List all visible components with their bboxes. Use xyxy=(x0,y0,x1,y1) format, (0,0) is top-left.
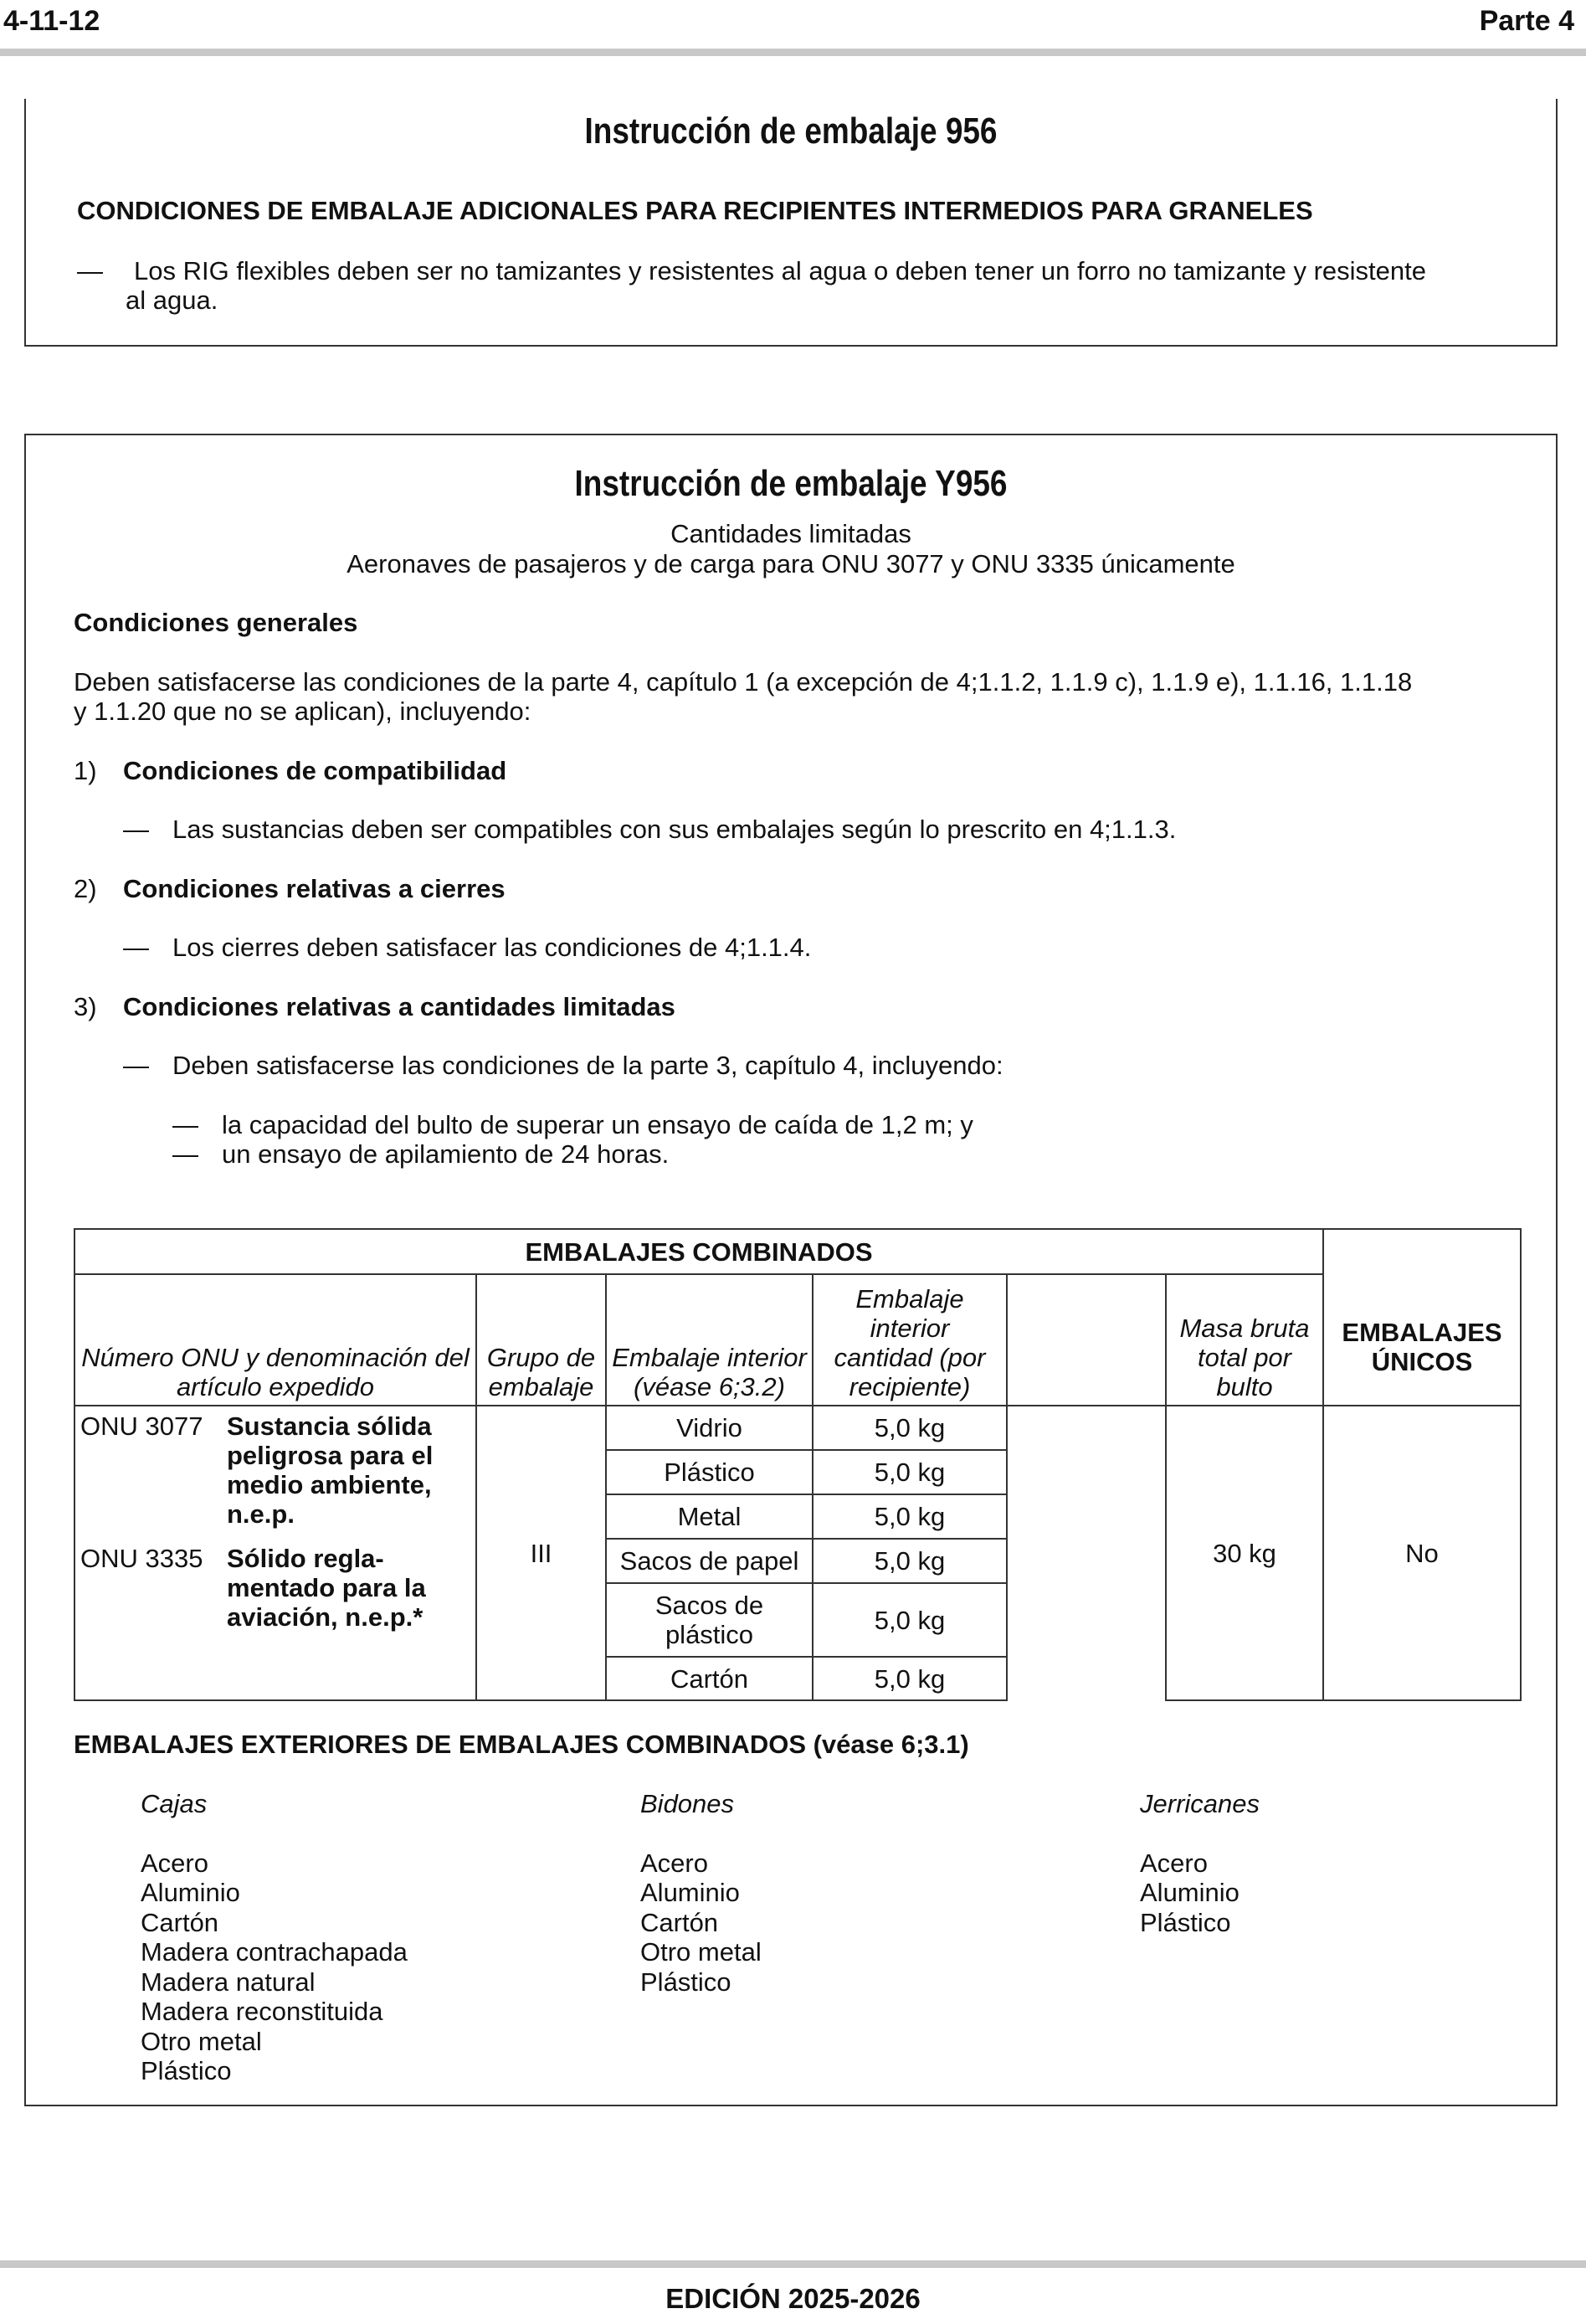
outer-item: Madera reconstituida xyxy=(141,1997,383,2026)
inner-type-paper-bags: Sacos de papel xyxy=(606,1539,813,1583)
packaging-table xyxy=(74,1228,1522,1701)
outer-item: Otro metal xyxy=(640,1937,762,1967)
item-1-text: Las sustancias deben ser compatibles con sus embalajes según lo prescrito en 4;1.1.3. xyxy=(172,815,1177,844)
un-3335-number: ONU 3335 xyxy=(80,1544,203,1573)
y956-title: Instrucción de embalaje Y956 xyxy=(574,463,1008,504)
packing-group-value: III xyxy=(476,1406,606,1700)
y956-subtitle-2: Aeronaves de pasajeros y de carga para ONU 3077 y ONU 3335 únicamente xyxy=(346,549,1235,578)
general-conditions-line2: y 1.1.20 que no se aplican), incluyendo: xyxy=(74,697,531,726)
outer-item: Aluminio xyxy=(141,1878,240,1907)
single-packagings-value: No xyxy=(1323,1406,1521,1700)
un-number-column-header: Número ONU y denominación del artículo expedido xyxy=(74,1274,476,1406)
blank-column-cell xyxy=(1007,1406,1166,1700)
inner-qty-plastic: 5,0 kg xyxy=(813,1450,1007,1494)
pi956-text-line1: Los RIG flexibles deben ser no tamizantes y resistentes al agua o deben tener un forro no tamizante y resistente xyxy=(134,256,1426,285)
inner-qty-metal: 5,0 kg xyxy=(813,1494,1007,1539)
un-3077-number: ONU 3077 xyxy=(80,1411,203,1441)
item-1-number: 1) xyxy=(74,756,97,785)
item-2-number: 2) xyxy=(74,874,97,903)
gross-mass-value: 30 kg xyxy=(1166,1406,1323,1700)
pi956-title: Instrucción de embalaje 956 xyxy=(584,111,998,152)
pi956-text-line2: al agua. xyxy=(126,285,218,315)
item-2-dash: — xyxy=(123,933,149,962)
outer-item: Plástico xyxy=(1140,1907,1231,1937)
outer-packagings-heading: EMBALAJES EXTERIORES DE EMBALAJES COMBINADOS (véase 6;3.1) xyxy=(74,1730,969,1759)
packing-group-column-header: Grupo de embalaje xyxy=(476,1274,606,1406)
y956-subtitle-1: Cantidades limitadas xyxy=(670,519,911,548)
sub-item-2-dash: — xyxy=(172,1139,198,1169)
inner-qty-glass: 5,0 kg xyxy=(813,1406,1007,1450)
outer-item: Plástico xyxy=(640,1967,731,1997)
un-3077-name: Sustancia sólida peligrosa para el medio ambiente, n.e.p. xyxy=(227,1411,434,1529)
footer-rule xyxy=(0,2260,1586,2268)
outer-item: Plástico xyxy=(141,2056,232,2085)
item-3-text: Deben satisfacerse las condiciones de la parte 3, capítulo 4, incluyendo: xyxy=(172,1051,1003,1080)
item-3-heading: Condiciones relativas a cantidades limitadas xyxy=(123,992,675,1021)
outer-column-boxes-title: Cajas xyxy=(141,1789,208,1818)
inner-qty-paper-bags: 5,0 kg xyxy=(813,1539,1007,1583)
gross-mass-column-header: Masa bruta total por bulto xyxy=(1166,1274,1323,1406)
outer-item: Cartón xyxy=(141,1907,219,1937)
general-conditions-heading: Condiciones generales xyxy=(74,608,358,637)
outer-item: Aluminio xyxy=(640,1878,740,1907)
outer-item: Madera contrachapada xyxy=(141,1937,408,1967)
sub-item-1-text: la capacidad del bulto de superar un ensayo de caída de 1,2 m; y xyxy=(222,1110,973,1139)
inner-type-metal: Metal xyxy=(606,1494,813,1539)
blank-column-header xyxy=(1007,1274,1166,1406)
outer-column-boxes xyxy=(141,1789,408,2086)
outer-item: Acero xyxy=(1140,1848,1208,1878)
inner-type-plastic-bags: Sacos de plástico xyxy=(606,1583,813,1657)
pi956-dash: — xyxy=(77,256,103,285)
sub-item-2-text: un ensayo de apilamiento de 24 horas. xyxy=(222,1139,670,1169)
outer-item: Acero xyxy=(141,1848,208,1878)
inner-qty-plastic-bags: 5,0 kg xyxy=(813,1583,1007,1657)
combined-packagings-header: EMBALAJES COMBINADOS xyxy=(74,1229,1323,1274)
inner-type-fibreboard: Cartón xyxy=(606,1657,813,1700)
header-rule xyxy=(0,49,1586,56)
single-packagings-header: EMBALAJES ÚNICOS xyxy=(1323,1229,1521,1406)
outer-item: Acero xyxy=(640,1848,708,1878)
sub-item-1-dash: — xyxy=(172,1110,198,1139)
outer-column-jerricans xyxy=(1140,1789,1260,1937)
inner-type-glass: Vidrio xyxy=(606,1406,813,1450)
inner-qty-fibreboard: 5,0 kg xyxy=(813,1657,1007,1700)
outer-item: Otro metal xyxy=(141,2026,262,2056)
item-1-dash: — xyxy=(123,815,149,844)
outer-column-jerricans-title: Jerricanes xyxy=(1140,1789,1260,1818)
edition-label: EDICIÓN 2025-2026 xyxy=(665,2283,921,2314)
outer-item: Aluminio xyxy=(1140,1878,1240,1907)
outer-column-drums xyxy=(640,1789,762,1997)
inner-type-plastic: Plástico xyxy=(606,1450,813,1494)
part-label: Parte 4 xyxy=(1479,5,1574,37)
page-number: 4-11-12 xyxy=(3,5,100,37)
outer-item: Madera natural xyxy=(141,1967,316,1997)
item-3-number: 3) xyxy=(74,992,97,1021)
un-entries-cell xyxy=(74,1406,476,1700)
inner-quantity-column-header: Embalaje interior cantidad (por recipiente) xyxy=(813,1274,1007,1406)
outer-item: Cartón xyxy=(640,1907,719,1937)
inner-packaging-column-header: Embalaje interior (véase 6;3.2) xyxy=(606,1274,813,1406)
item-1-heading: Condiciones de compatibilidad xyxy=(123,756,507,785)
item-2-heading: Condiciones relativas a cierres xyxy=(123,874,506,903)
item-2-text: Los cierres deben satisfacer las condiciones de 4;1.1.4. xyxy=(172,933,812,962)
general-conditions-line1: Deben satisfacerse las condiciones de la parte 4, capítulo 1 (a excepción de 4;1.1.2, 1.1.9 c), 1.1.9 e), 1.1.16, 1.1.18 xyxy=(74,667,1413,697)
item-3-dash: — xyxy=(123,1051,149,1080)
outer-column-drums-title: Bidones xyxy=(640,1789,735,1818)
un-3335-name: Sólido regla-mentado para la aviación, n.e.p.* xyxy=(227,1544,426,1632)
pi956-heading: CONDICIONES DE EMBALAJE ADICIONALES PARA RECIPIENTES INTERMEDIOS PARA GRANELES xyxy=(77,196,1313,225)
